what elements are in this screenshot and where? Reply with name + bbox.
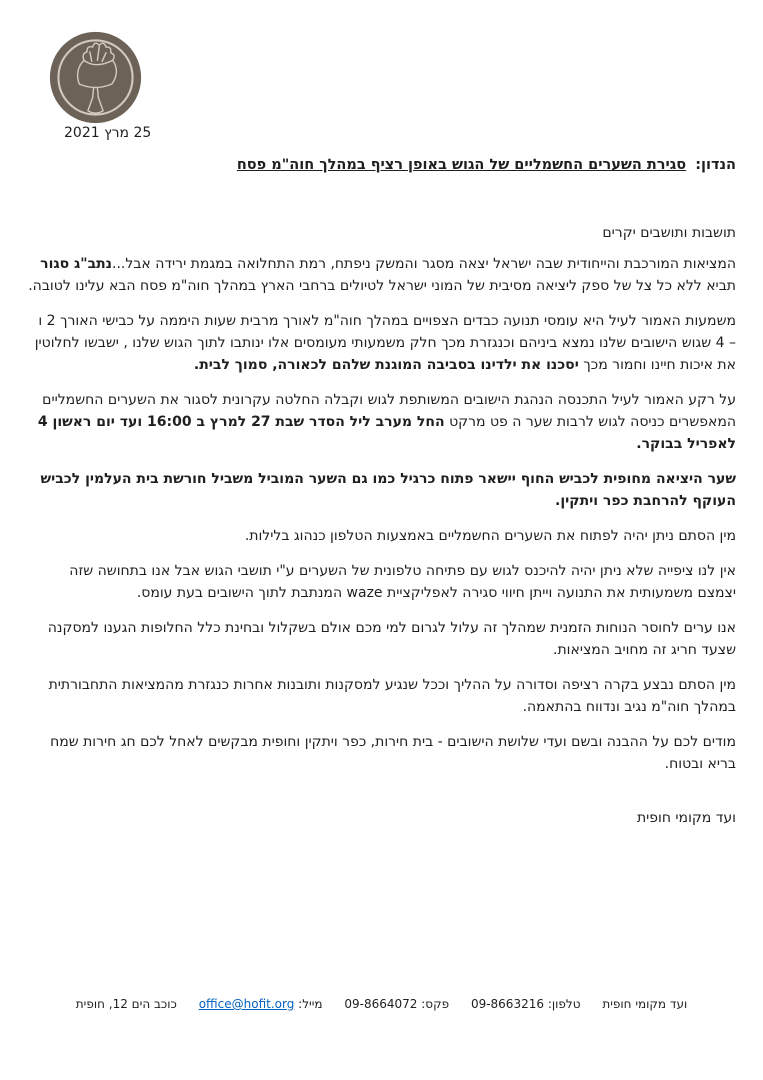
- hofit-committee-logo: [48, 30, 143, 125]
- text-segment: נתב"ג סגור: [40, 256, 113, 272]
- subject-text: סגירת השערים החשמליים של הגוש באופן רציף במהלך חוה"מ פסח: [236, 157, 687, 173]
- text-segment: מין הסתם ניתן יהיה לפתוח את השערים החשמליים באמצעות הטלפון כנהוג בלילות.: [244, 528, 736, 544]
- greeting: תושבות ותושבים יקרים: [602, 225, 736, 241]
- footer-phone: [471, 997, 581, 1011]
- footer-address: כוכב הים 12, חופית: [75, 997, 177, 1011]
- text-segment: המציאות המורכבת והייחודית שבה ישראל יצאה מסגר והמשק ניפתח, רמת התחלואה במגמת ירידה אבל...: [112, 256, 736, 272]
- phone-label: טלפון:: [547, 997, 581, 1011]
- logo-circle: [50, 32, 141, 123]
- fax-label: פקס:: [421, 997, 450, 1011]
- paragraph-reality: [27, 253, 736, 297]
- paragraph-monitoring: [27, 674, 736, 718]
- text-segment: מין הסתם נבצע בקרה רציפה וסדורה על ההליך וככל שנגיע למסקנות ותובנות אחרות כנגזרת מהמציאות התחבורתית במהלך חוה"מ נגיב ונדווח בהתאמה.: [48, 677, 736, 715]
- email-label: מייל:: [298, 997, 323, 1011]
- letter-body: [27, 154, 736, 829]
- paragraph-traffic-meaning: [27, 310, 736, 376]
- paragraph-exit-gates-open: [27, 468, 736, 512]
- text-segment: החל מערב ליל הסדר שבת 27 למרץ ב 16:00 ועד יום ראשון 4 לאפריל בבוקר.: [37, 414, 736, 452]
- subject-label: הנדון:: [695, 157, 736, 173]
- text-segment: יסכנו את ילדינו בסביבה המוגנת שלהם לכאורה, סמוך לבית.: [193, 357, 579, 373]
- footer-fax: [344, 997, 449, 1011]
- subject-line: [27, 154, 736, 176]
- paragraph-gate-closure-decision: [27, 389, 736, 455]
- email-link[interactable]: office@hofit.org: [198, 997, 295, 1011]
- text-segment: אין לנו ציפייה שלא ניתן יהיה להיכנס לגוש עם פתיחה טלפונית של השערים ע"י תושבי הגוש אבל אנו בתחושה שזה יצמצם משמעותית את התנועה וייתן חיווי סגירה לאפליקציית waze המנתבת לתוך הישובים בעת עומס.: [69, 563, 736, 601]
- text-segment: שער היציאה מחופית לכביש החוף יישאר פתוח כרגיל כמו גם השער המוביל משביל חורשת בית העלמין לכביש העוקף להרחבת כפר ויתקין.: [40, 471, 736, 509]
- paragraph-phone-opening: [27, 525, 736, 547]
- paragraph-inconvenience: [27, 617, 736, 661]
- fax-number: 09-8664072: [344, 997, 418, 1011]
- text-segment: על רקע האמור לעיל התכנסה הנהגת הישובים המשותפת לגוש וקבלה החלטה עקרונית לסגור את השערים החשמליים המאפשרים כניסה לגוש לרבות שער ה פט מרקט: [42, 392, 736, 430]
- text-segment: תביא ללא כל צל של ספק ליציאה מסיבית של המוני ישראל לטיולים ברחבי הארץ במהלך חוה"מ פסח הבא עלינו לטובה.: [28, 278, 736, 294]
- paragraph-thanks-greeting: [27, 731, 736, 775]
- footer: [0, 997, 763, 1011]
- phone-number: 09-8663216: [470, 997, 544, 1011]
- signature: ועד מקומי חופית: [636, 810, 736, 826]
- letter-date: 25 מרץ 2021: [64, 125, 152, 141]
- text-segment: אנו ערים לחוסר הנוחות הזמנית שמהלך זה עלול לגרום למי מכם אולם בשקלול ובחינת כלל החלופות הגענו למסקנה שצעד חריג זה מחויב המציאות.: [47, 620, 736, 658]
- paragraph-waze-expectation: [27, 560, 736, 604]
- footer-email: [199, 997, 323, 1011]
- text-segment: משמעות האמור לעיל היא עומסי תנועה כבדים הצפויים במהלך חוה"מ לאורך מרבית שעות היממה על כבישי האורך 2 ו – 4 שגוש הישובים שלנו נמצא ביניהם וכנגזרת מכך חלק משמעותי מעומסים אלו ינותבו לתוך הגוש שלנו , ישבשו לחלוטין את איכות חיינו וחמור מכך: [34, 313, 736, 373]
- footer-org: ועד מקומי חופית: [602, 997, 688, 1011]
- text-segment: מודים לכם על ההבנה ובשם ועדי שלושת הישובים - בית חירות, כפר ויתקין וחופית מבקשים לאחל לכם חג חירות שמח בריא ובטוח.: [50, 734, 736, 772]
